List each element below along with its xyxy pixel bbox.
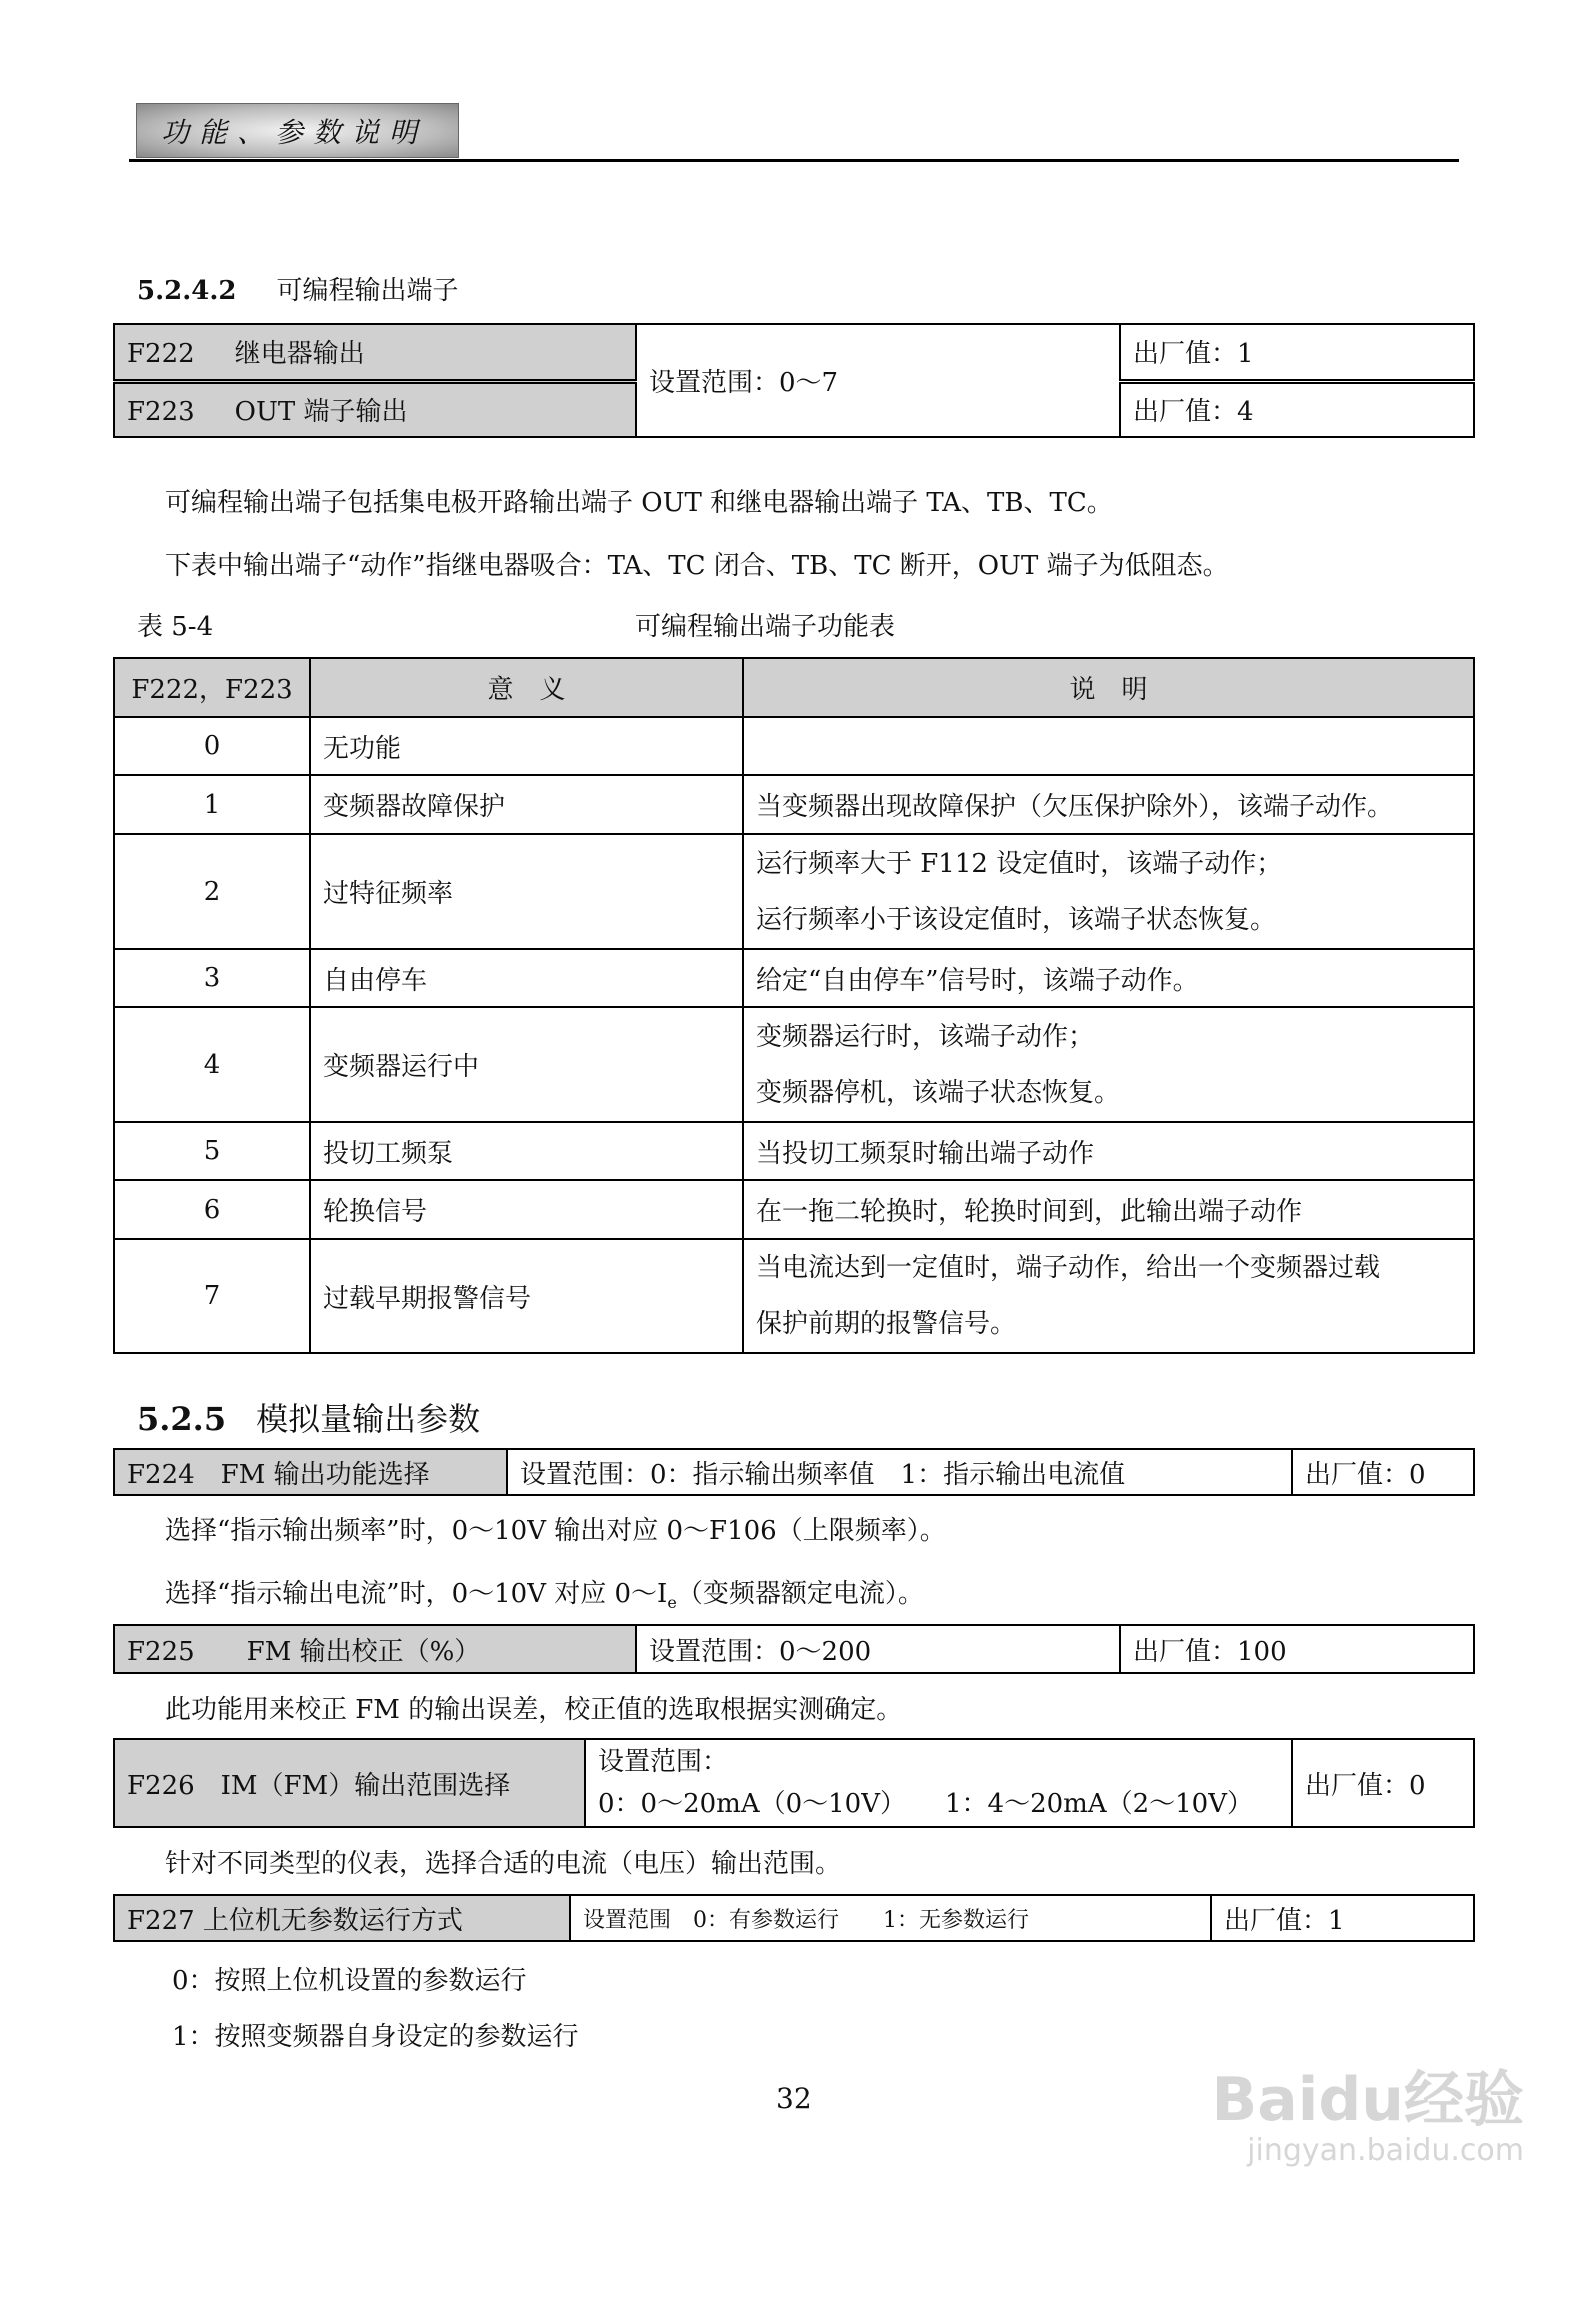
column-header: F222，F223 [114,658,310,717]
table-caption-title: 可编程输出端子功能表 [635,612,896,642]
param-name: F225 FM 输出校正（%） [114,1625,636,1673]
param-range: 设置范围 0：有参数运行 1：无参数运行 [570,1895,1211,1941]
paragraph: 针对不同类型的仪表，选择合适的电流（电压）输出范围。 [165,1849,842,1879]
column-header: 意 义 [310,658,743,717]
param-default: 出厂值：100 [1120,1625,1474,1673]
paragraph: 1：按照变频器自身设定的参数运行 [172,2022,579,2052]
column-header: 说 明 [743,658,1474,717]
param-default-f223: 出厂值：4 [1120,381,1474,437]
section-number: 5.2.4.2 [137,276,237,306]
param-default-f222: 出厂值：1 [1120,324,1474,381]
paragraph: 此功能用来校正 FM 的输出误差，校正值的选取根据实测确定。 [165,1695,903,1725]
param-table-f226 [113,1738,1475,1828]
section-heading-5-2-4-2 [137,270,459,307]
page-number: 32 [776,2082,812,2115]
param-default: 出厂值：0 [1292,1449,1474,1495]
param-range: 设置范围：0～200 [636,1625,1120,1673]
param-table-f227 [113,1894,1475,1942]
paragraph: 0：按照上位机设置的参数运行 [172,1966,527,1996]
output-function-table [113,657,1475,1354]
param-table-f222-f223 [113,323,1475,438]
table-caption-label: 表 5-4 [137,612,214,642]
param-default: 出厂值：1 [1211,1895,1474,1941]
table-row: 2 过特征频率 运行频率大于 F112 设定值时，该端子动作； 运行频率小于该设定值时，该端子状态恢复。 [114,834,1474,949]
table-row: 5 投切工频泵 当投切工频泵时输出端子动作 [114,1122,1474,1180]
section-title: 可编程输出端子 [276,276,459,306]
param-range: 设置范围：0：指示输出频率值 1：指示输出电流值 [507,1449,1292,1495]
param-default: 出厂值：0 [1292,1739,1474,1827]
table-row: 4 变频器运行中 变频器运行时，该端子动作； 变频器停机，该端子状态恢复。 [114,1007,1474,1122]
section-heading-5-2-5: 5.2.5 模拟量输出参数 [137,1400,481,1438]
param-f222: F222 继电器输出 [114,324,636,381]
table-row: 1 变频器故障保护 当变频器出现故障保护（欠压保护除外），该端子动作。 [114,775,1474,834]
param-name: F227 上位机无参数运行方式 [114,1895,570,1941]
header-rule [129,159,1459,162]
paragraph: 选择“指示输出电流”时，0～10V 对应 $0\sim I_e$（变频器额定电流）。 [165,1579,924,1613]
param-f223: F223 OUT 端子输出 [114,381,636,437]
baidu-watermark: Baidu经验 jingyan.baidu.com [1211,2065,1524,2168]
table-row: 6 轮换信号 在一拖二轮换时，轮换时间到，此输出端子动作 [114,1180,1474,1239]
table-row: 3 自由停车 给定“自由停车”信号时，该端子动作。 [114,949,1474,1007]
param-range: 设置范围：0～7 [636,324,1120,437]
table-row: 7 过载早期报警信号 当电流达到一定值时，端子动作，给出一个变频器过载 保护前期的报警信号。 [114,1239,1474,1353]
param-table-f224 [113,1448,1475,1496]
param-range: 设置范围： 0：0～20mA（0～10V） 1：4～20mA（2～10V） [585,1739,1292,1827]
table-row: 0 无功能 [114,717,1474,775]
paragraph: 可编程输出端子包括集电极开路输出端子 OUT 和继电器输出端子 TA、TB、TC。 [165,488,1113,518]
param-name: F224 FM 输出功能选择 [114,1449,507,1495]
paragraph: 选择“指示输出频率”时，0～10V 输出对应 0～F106（上限频率）。 [165,1516,946,1546]
param-name: F226 IM（FM）输出范围选择 [114,1739,585,1827]
param-table-f225 [113,1624,1475,1674]
chapter-header: 功能、参数说明 [136,103,459,158]
paragraph: 下表中输出端子“动作”指继电器吸合：TA、TC 闭合、TB、TC 断开，OUT 端子为低阻态。 [165,551,1229,581]
